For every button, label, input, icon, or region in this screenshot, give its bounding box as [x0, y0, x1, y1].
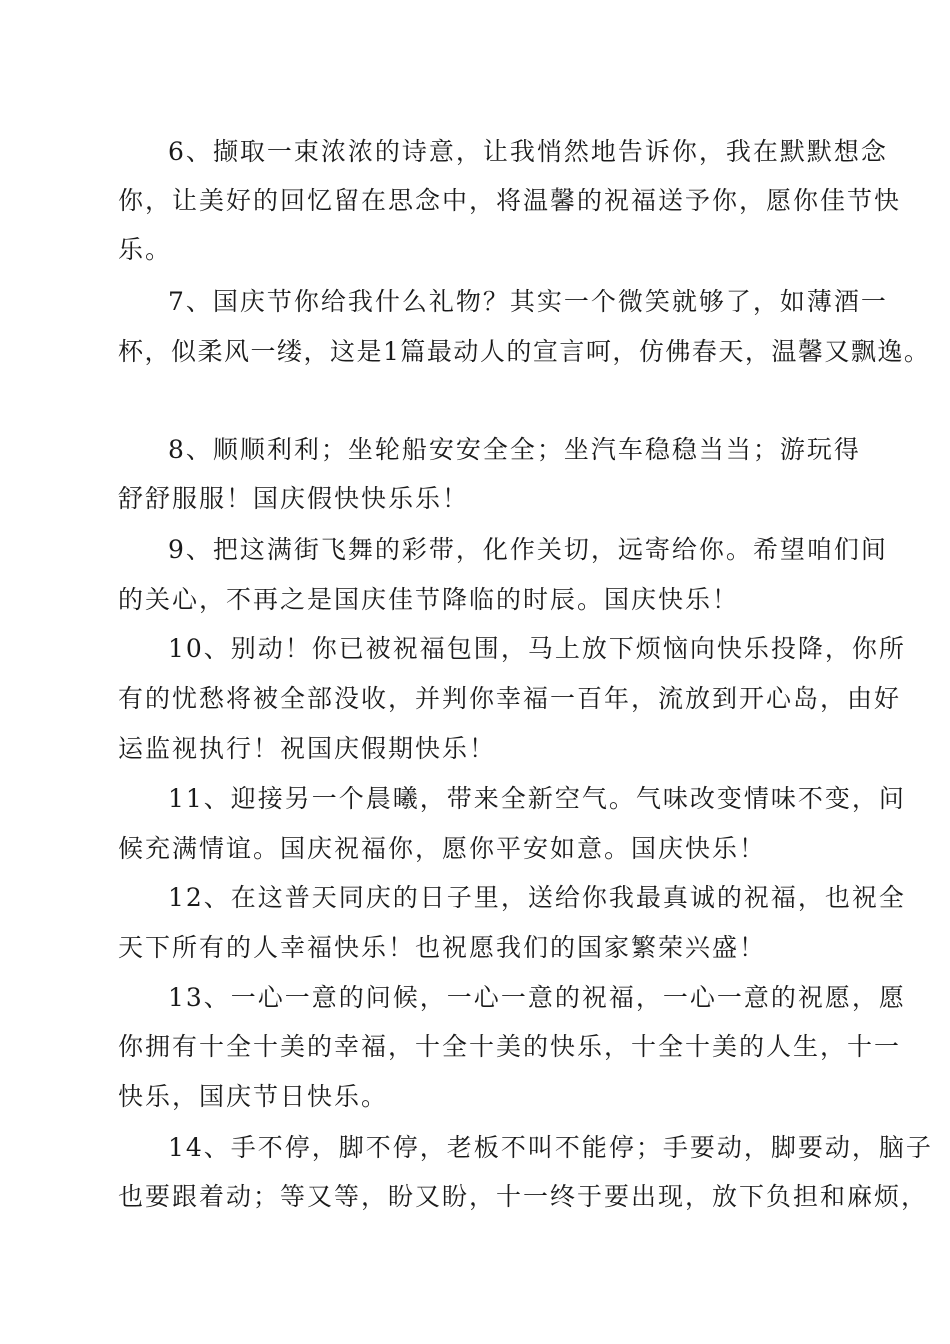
- paragraph-12-line-2: 天下所有的人幸福快乐！也祝愿我们的国家繁荣兴盛！: [118, 933, 767, 962]
- paragraph-8-line-2: 舒舒服服！国庆假快快乐乐！: [118, 484, 470, 513]
- paragraph-11-line-1: 11、迎接另一个晨曦，带来全新空气。气味改变情味不变，问: [168, 784, 906, 813]
- paragraph-6-line-3: 乐。: [118, 235, 173, 264]
- paragraph-10-line-2: 有的忧愁将被全部没收，并判你幸福一百年，流放到开心岛，由好: [118, 684, 902, 713]
- paragraph-12-line-1: 12、在这普天同庆的日子里，送给你我最真诚的祝福，也祝全: [168, 883, 906, 912]
- paragraph-9-line-2: 的关心，不再之是国庆佳节降临的时辰。国庆快乐！: [118, 585, 740, 614]
- paragraph-14-line-1: 14、手不停，脚不停，老板不叫不能停；手要动，脚要动，脑子: [168, 1133, 933, 1162]
- paragraph-6-line-2: 你，让美好的回忆留在思念中，将温馨的祝福送予你，愿你佳节快: [118, 186, 902, 215]
- paragraph-13-line-3: 快乐，国庆节日快乐。: [118, 1082, 389, 1111]
- paragraph-6-line-1: 6、撷取一束浓浓的诗意，让我悄然地告诉你，我在默默想念: [168, 137, 888, 166]
- paragraph-7-line-1: 7、国庆节你给我什么礼物？其实一个微笑就够了，如薄酒一: [168, 287, 888, 316]
- paragraph-9-line-1: 9、把这满街飞舞的彩带，化作关切，远寄给你。希望咱们间: [168, 535, 888, 564]
- paragraph-7-line-2: 杯，似柔风一缕，这是1篇最动人的宣言呵，仿佛春天，温馨又飘逸。: [118, 337, 931, 366]
- paragraph-11-line-2: 候充满情谊。国庆祝福你，愿你平安如意。国庆快乐！: [118, 834, 767, 863]
- paragraph-10-line-3: 运监视执行！祝国庆假期快乐！: [118, 734, 497, 763]
- paragraph-10-line-1: 10、别动！你已被祝福包围，马上放下烦恼向快乐投降，你所: [168, 634, 906, 663]
- paragraph-14-line-2: 也要跟着动；等又等，盼又盼，十一终于要出现，放下负担和麻烦，: [118, 1182, 929, 1211]
- paragraph-8-line-1: 8、顺顺利利；坐轮船安安全全；坐汽车稳稳当当；游玩得: [168, 435, 861, 464]
- paragraph-13-line-2: 你拥有十全十美的幸福，十全十美的快乐，十全十美的人生，十一: [118, 1032, 902, 1061]
- paragraph-13-line-1: 13、一心一意的问候，一心一意的祝福，一心一意的祝愿，愿: [168, 983, 906, 1012]
